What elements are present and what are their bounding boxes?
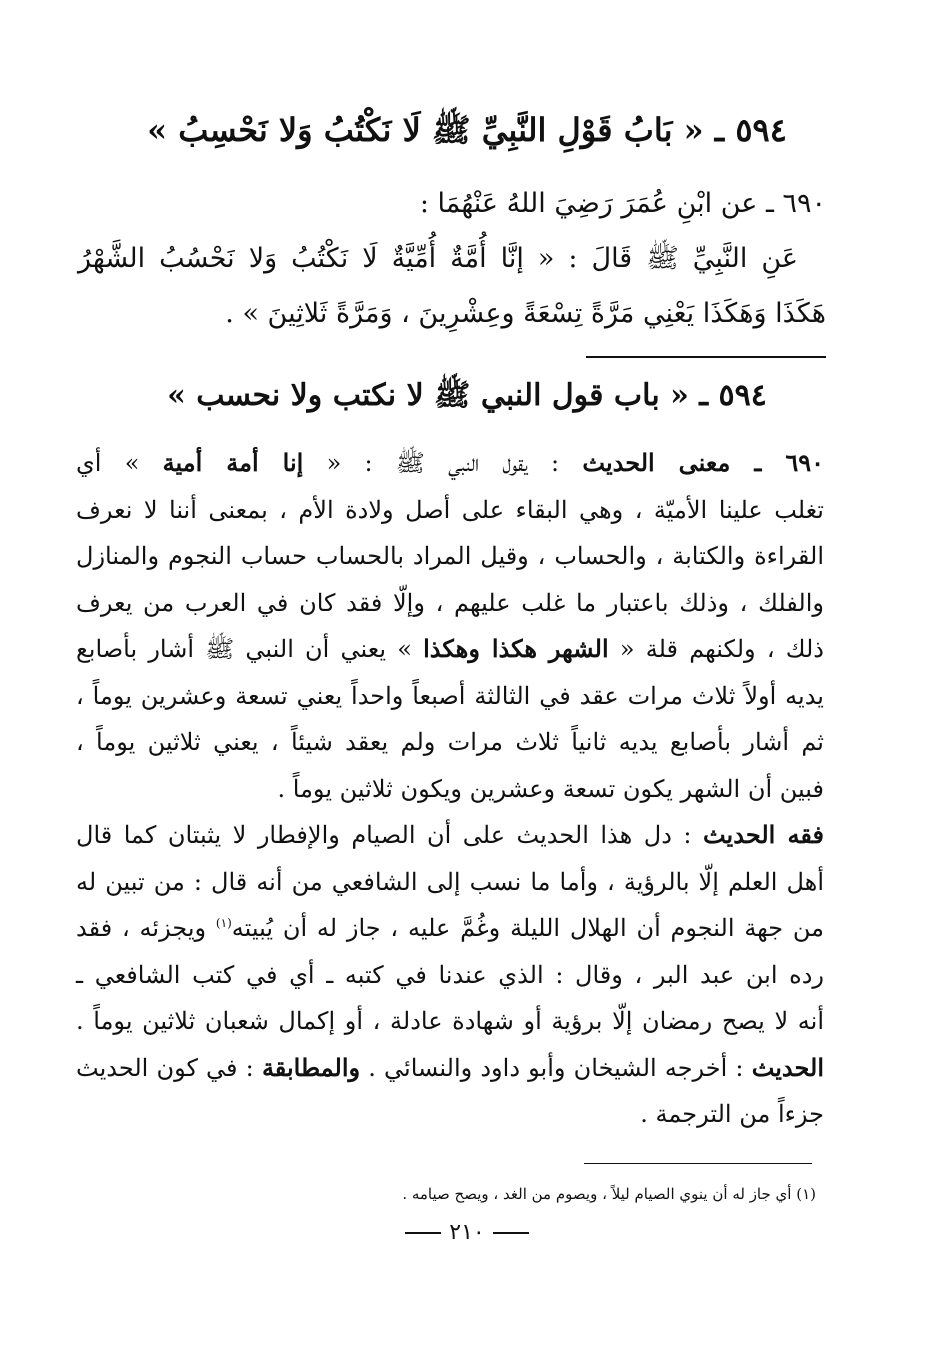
- page-number-dash-left: [405, 1232, 441, 1234]
- commentary-line: أهل العلم إلّا بالرؤية ، وأما ما نسب إلى الشافعي من أنه قال : من تبين له: [76, 867, 824, 896]
- quoted-phrase: إنا أمة أمية: [162, 448, 304, 477]
- commentary-line: ثم أشار بأصابع يديه ثانياً ثلاث مرات ولم يعقد شيئاً ، يعني ثلاثين يوماً ،: [76, 728, 824, 756]
- footnote-divider: [584, 1163, 812, 1164]
- commentary-fragment: : دل هذا الحديث على أن الصيام والإفطار لا يثبتان كما قال: [76, 821, 692, 849]
- commentary-fragment: : أخرجه الشيخان وأبو داود والنسائي .: [368, 1053, 744, 1082]
- commentary-line: يديه أولاً ثلاث مرات عقد في الثالثة أصبعاً واحداً يعني تسعة وعشرين يوماً ،: [76, 681, 824, 710]
- commentary-fragment: » أي: [76, 449, 140, 477]
- section-label-correspondence: والمطابقة: [261, 1052, 361, 1082]
- commentary-fragment: ذلك ، ولكنهم قلة «: [619, 635, 824, 663]
- commentary-fragment: ويجزئه ، فقد: [76, 914, 207, 942]
- commentary-line: [76, 626, 824, 673]
- commentary-line: القراءة والكتابة ، والحساب ، وقيل المراد بالحساب حساب النجوم والمنازل: [76, 542, 824, 570]
- commentary-line: [76, 812, 824, 859]
- footnote-marker: (١): [215, 916, 232, 930]
- hadith-line-3: هَكَذَا وَهَكَذَا يَعْنِي مَرَّةً تِسْعَةً وعِشْرِينَ ، وَمَرَّةً ثَلاثِينَ » .: [225, 298, 826, 329]
- commentary-fragment: : في كون الحديث: [76, 1053, 254, 1082]
- section-label-hadith: الحديث: [751, 1052, 825, 1082]
- page-number-dash-right: [493, 1232, 529, 1234]
- hadith-number-label: ٦٩٠ ـ معنى الحديث: [582, 448, 825, 477]
- commentary-line: فبين أن الشهر يكون تسعة وعشرين ويكون ثلاثين يوماً .: [277, 774, 824, 803]
- commentary-fragment: من جهة النجوم أن الهلال الليلة وغُمَّ عليه ، جاز له أن يُبيته: [231, 914, 825, 942]
- chapter-heading: ٥٩٤ ـ « بَابُ قَوْلِ النَّبِيِّ ﷺ لَا نَكْتُبُ وَلا نَحْسِبُ »: [147, 111, 787, 149]
- commentary-heading: ٥٩٤ ـ « باب قول النبي ﷺ لا نكتب ولا نحسب »: [167, 378, 767, 413]
- commentary-line: [76, 440, 824, 487]
- commentary-line: تغلب علينا الأميّة ، وهي البقاء على أصل ولادة الأم ، بمعنى أننا لا نعرف: [76, 495, 824, 524]
- page-number: [0, 1216, 934, 1250]
- commentary-fragment: : يقول النبي ﷺ : «: [326, 449, 560, 477]
- commentary-line: رده ابن عبد البر ، وقال : الذي عندنا في كتبه ـ أي في كتب الشافعي ـ: [76, 960, 824, 989]
- commentary-line: [76, 905, 824, 952]
- commentary-line: جزءاً من الترجمة .: [640, 1100, 824, 1128]
- quoted-phrase: الشهر هكذا وهكذا: [423, 634, 609, 663]
- hadith-line-2: عَنِ النَّبِيِّ ﷺ قَالَ : « إنَّا أُمَّةٌ أُمِّيَّةٌ لَا نَكْتُبُ وَلا نَحْسُبُ الشَّهْرُ: [78, 243, 798, 274]
- section-label-fiqh: فقه الحديث: [702, 820, 824, 849]
- commentary-text: [76, 440, 824, 1138]
- footnote: (١) أي جاز له أن ينوي الصيام ليلاً ، ويصوم من الغد ، ويصح صيامه .: [402, 1185, 816, 1203]
- page-number-value: ٢١٠: [449, 1220, 485, 1245]
- commentary-fragment: » يعني أن النبي ﷺ أشار بأصابع: [76, 635, 412, 663]
- hadith-line-1: ٦٩٠ ـ عن ابْنِ عُمَرَ رَضِيَ اللهُ عَنْهُمَا :: [419, 188, 826, 219]
- commentary-line: [76, 1045, 824, 1092]
- commentary-line: والفلك ، وذلك باعتبار ما غلب عليهم ، وإلّا فقد كان في العرب من يعرف: [76, 588, 824, 617]
- hadith-text: [78, 176, 826, 341]
- section-divider: [586, 356, 826, 358]
- commentary-line: أنه لا يصح رمضان إلّا برؤية أو شهادة عادلة ، أو إكمال شعبان ثلاثين يوماً .: [76, 1007, 824, 1035]
